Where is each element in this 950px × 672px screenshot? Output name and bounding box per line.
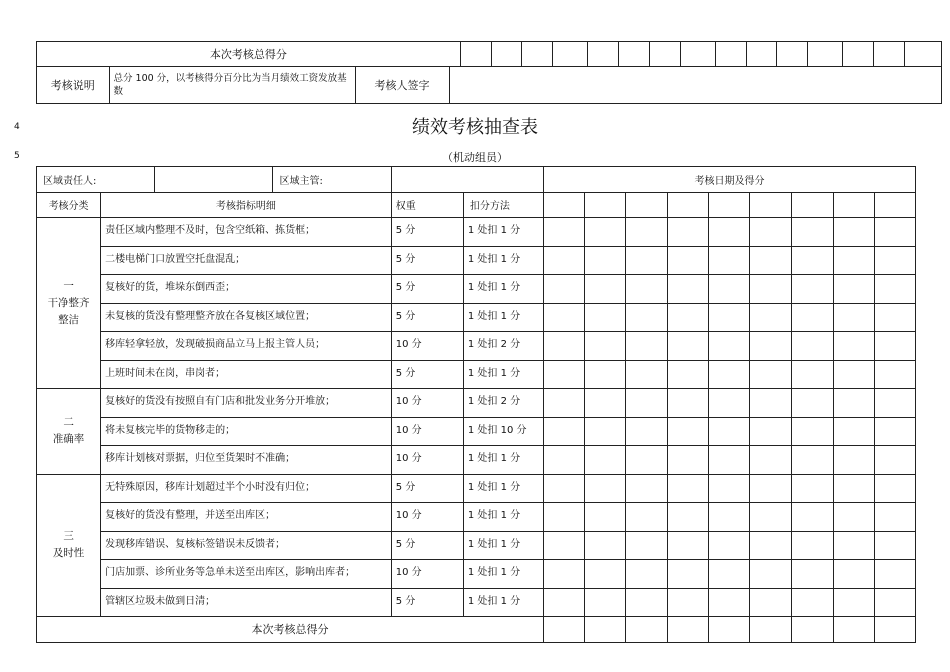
item-detail: 门店加票、诊所业务等急单未送至出库区，影响出库者； bbox=[101, 560, 392, 589]
score-cell[interactable] bbox=[833, 446, 874, 475]
category-name: 及时性 bbox=[52, 547, 85, 560]
category-number: 三 bbox=[63, 530, 74, 543]
score-cell[interactable] bbox=[874, 246, 915, 275]
score-cell[interactable] bbox=[668, 417, 709, 446]
score-cell[interactable] bbox=[874, 560, 915, 589]
score-cell[interactable] bbox=[668, 503, 709, 532]
table-row bbox=[37, 360, 916, 389]
score-cell[interactable] bbox=[626, 218, 668, 247]
score-cell[interactable] bbox=[709, 275, 750, 304]
score-cell[interactable] bbox=[874, 303, 915, 332]
item-rows bbox=[37, 218, 916, 617]
score-cell[interactable] bbox=[585, 446, 626, 475]
date-cell[interactable] bbox=[668, 192, 709, 218]
score-cell[interactable] bbox=[833, 474, 874, 503]
score-cell[interactable] bbox=[668, 617, 709, 643]
date-cell[interactable] bbox=[626, 192, 668, 218]
score-cell[interactable] bbox=[680, 42, 715, 67]
score-cell[interactable] bbox=[626, 417, 668, 446]
score-cell[interactable] bbox=[544, 617, 585, 643]
score-cell[interactable] bbox=[833, 389, 874, 418]
item-detail: 复核好的货没有按照自有门店和批发业务分开堆放； bbox=[101, 389, 392, 418]
item-detail: 复核好的货，堆垛东倒西歪； bbox=[101, 275, 392, 304]
score-cell[interactable] bbox=[833, 246, 874, 275]
item-weight: 10 分 bbox=[391, 417, 463, 446]
item-weight: 10 分 bbox=[391, 503, 463, 532]
score-cell[interactable] bbox=[833, 617, 874, 643]
item-method: 1 处扣 1 分 bbox=[463, 446, 543, 475]
item-detail: 复核好的货没有整理，并送至出库区； bbox=[101, 503, 392, 532]
score-cell[interactable] bbox=[522, 42, 553, 67]
score-cell[interactable] bbox=[626, 474, 668, 503]
score-cell[interactable] bbox=[626, 503, 668, 532]
date-cell[interactable] bbox=[585, 192, 626, 218]
score-cell[interactable] bbox=[709, 446, 750, 475]
score-cell[interactable] bbox=[668, 360, 709, 389]
score-cell[interactable] bbox=[750, 531, 791, 560]
supervisor-label: 区域主管: bbox=[273, 167, 391, 193]
item-detail: 移库轻拿轻放，发现破损商品立马上报主管人员； bbox=[101, 332, 392, 361]
form-title: 绩效考核抽查表 bbox=[412, 117, 538, 138]
item-detail: 未复核的货没有整理整齐放在各复核区域位置； bbox=[101, 303, 392, 332]
score-cell[interactable] bbox=[709, 588, 750, 617]
line-number: 4 bbox=[14, 122, 20, 132]
score-cell[interactable] bbox=[544, 446, 585, 475]
score-cell[interactable] bbox=[791, 275, 833, 304]
score-cell[interactable] bbox=[626, 275, 668, 304]
score-cell[interactable] bbox=[750, 303, 791, 332]
score-cell[interactable] bbox=[750, 446, 791, 475]
table-row bbox=[37, 560, 916, 589]
header-weight: 权重 bbox=[391, 192, 463, 218]
item-weight: 5 分 bbox=[391, 588, 463, 617]
score-cell[interactable] bbox=[874, 360, 915, 389]
signer-label: 考核人签字 bbox=[355, 67, 449, 103]
score-cell[interactable] bbox=[833, 275, 874, 304]
score-cell[interactable] bbox=[709, 417, 750, 446]
item-detail: 无特殊原因，移库计划超过半个小时没有归位； bbox=[101, 474, 392, 503]
score-cell[interactable] bbox=[585, 560, 626, 589]
table-row bbox=[37, 531, 916, 560]
score-cell[interactable] bbox=[544, 275, 585, 304]
table-row bbox=[37, 389, 916, 418]
score-cell[interactable] bbox=[791, 360, 833, 389]
score-cell[interactable] bbox=[750, 332, 791, 361]
date-cell[interactable] bbox=[709, 192, 750, 218]
item-detail: 移库计划核对票据，归位至货架时不准确； bbox=[101, 446, 392, 475]
score-cell[interactable] bbox=[750, 275, 791, 304]
score-cell[interactable] bbox=[709, 332, 750, 361]
score-cell[interactable] bbox=[791, 560, 833, 589]
score-cell[interactable] bbox=[668, 389, 709, 418]
score-cell[interactable] bbox=[626, 531, 668, 560]
score-cell[interactable] bbox=[777, 42, 808, 67]
description-row bbox=[37, 67, 941, 103]
score-cell[interactable] bbox=[585, 389, 626, 418]
score-cell[interactable] bbox=[585, 218, 626, 247]
score-cell[interactable] bbox=[668, 531, 709, 560]
score-cell[interactable] bbox=[874, 42, 905, 67]
score-cell[interactable] bbox=[544, 588, 585, 617]
item-method: 1 处扣 1 分 bbox=[463, 246, 543, 275]
score-cell[interactable] bbox=[460, 42, 491, 67]
score-cell[interactable] bbox=[904, 42, 941, 67]
score-cell[interactable] bbox=[874, 531, 915, 560]
score-cell[interactable] bbox=[544, 246, 585, 275]
table-row bbox=[37, 332, 916, 361]
table-row bbox=[37, 474, 916, 503]
score-cell[interactable] bbox=[585, 303, 626, 332]
score-cell[interactable] bbox=[553, 42, 588, 67]
score-cell[interactable] bbox=[833, 360, 874, 389]
score-cell[interactable] bbox=[585, 588, 626, 617]
item-weight: 5 分 bbox=[391, 474, 463, 503]
score-cell[interactable] bbox=[791, 588, 833, 617]
score-cell[interactable] bbox=[833, 531, 874, 560]
item-detail: 责任区域内整理不及时，包含空纸箱、拣货框； bbox=[101, 218, 392, 247]
item-detail: 二楼电梯门口放置空托盘混乱； bbox=[101, 246, 392, 275]
date-cell[interactable] bbox=[750, 192, 791, 218]
score-cell[interactable] bbox=[833, 417, 874, 446]
score-cell[interactable] bbox=[833, 303, 874, 332]
table-row bbox=[37, 417, 916, 446]
score-cell[interactable] bbox=[750, 218, 791, 247]
score-cell[interactable] bbox=[544, 503, 585, 532]
score-cell[interactable] bbox=[585, 246, 626, 275]
score-cell[interactable] bbox=[746, 42, 777, 67]
item-method: 1 处扣 1 分 bbox=[463, 360, 543, 389]
score-cell[interactable] bbox=[791, 332, 833, 361]
score-cell[interactable] bbox=[709, 474, 750, 503]
score-cell[interactable] bbox=[668, 560, 709, 589]
category-name: 干净整齐整洁 bbox=[47, 296, 90, 326]
date-cell[interactable] bbox=[833, 192, 874, 218]
score-cell[interactable] bbox=[791, 617, 833, 643]
score-cell[interactable] bbox=[668, 275, 709, 304]
item-method: 1 处扣 1 分 bbox=[463, 560, 543, 589]
category-number: 一 bbox=[63, 279, 74, 292]
score-cell[interactable] bbox=[626, 303, 668, 332]
score-cell[interactable] bbox=[668, 218, 709, 247]
table-row bbox=[37, 503, 916, 532]
score-cell[interactable] bbox=[585, 275, 626, 304]
item-weight: 5 分 bbox=[391, 360, 463, 389]
score-cell[interactable] bbox=[626, 617, 668, 643]
item-weight: 5 分 bbox=[391, 275, 463, 304]
score-cell[interactable] bbox=[874, 389, 915, 418]
item-method: 1 处扣 1 分 bbox=[463, 218, 543, 247]
score-cell[interactable] bbox=[750, 246, 791, 275]
score-cell[interactable] bbox=[585, 417, 626, 446]
item-weight: 10 分 bbox=[391, 446, 463, 475]
score-cell[interactable] bbox=[709, 218, 750, 247]
summary-table bbox=[36, 41, 942, 104]
item-method: 1 处扣 10 分 bbox=[463, 417, 543, 446]
score-cell[interactable] bbox=[874, 503, 915, 532]
score-cell[interactable] bbox=[626, 446, 668, 475]
score-cell[interactable] bbox=[791, 446, 833, 475]
item-weight: 5 分 bbox=[391, 303, 463, 332]
category-cell bbox=[37, 389, 101, 475]
score-cell[interactable] bbox=[843, 42, 874, 67]
score-cell[interactable] bbox=[544, 389, 585, 418]
table-row bbox=[37, 246, 916, 275]
score-cell[interactable] bbox=[709, 246, 750, 275]
score-cell[interactable] bbox=[709, 360, 750, 389]
score-cell[interactable] bbox=[668, 588, 709, 617]
score-cell[interactable] bbox=[544, 560, 585, 589]
score-cell[interactable] bbox=[544, 474, 585, 503]
score-cell[interactable] bbox=[833, 332, 874, 361]
score-cell[interactable] bbox=[874, 417, 915, 446]
score-cell[interactable] bbox=[585, 474, 626, 503]
score-cell[interactable] bbox=[715, 42, 746, 67]
score-cell[interactable] bbox=[709, 560, 750, 589]
score-cell[interactable] bbox=[544, 218, 585, 247]
score-cell[interactable] bbox=[791, 218, 833, 247]
table-row bbox=[37, 275, 916, 304]
category-number: 二 bbox=[63, 416, 74, 429]
score-cell[interactable] bbox=[874, 218, 915, 247]
item-weight: 5 分 bbox=[391, 246, 463, 275]
score-cell[interactable] bbox=[791, 246, 833, 275]
line-number: 5 bbox=[14, 151, 20, 161]
score-cell[interactable] bbox=[750, 474, 791, 503]
score-cell[interactable] bbox=[544, 417, 585, 446]
table-row bbox=[37, 588, 916, 617]
score-cell[interactable] bbox=[668, 446, 709, 475]
header-detail: 考核指标明细 bbox=[101, 192, 392, 218]
score-cell[interactable] bbox=[585, 531, 626, 560]
desc-label: 考核说明 bbox=[37, 67, 109, 103]
item-method: 1 处扣 1 分 bbox=[463, 474, 543, 503]
responsible-field[interactable] bbox=[155, 167, 273, 193]
date-cell[interactable] bbox=[874, 192, 915, 218]
score-cell[interactable] bbox=[709, 531, 750, 560]
score-cell[interactable] bbox=[874, 446, 915, 475]
score-cell[interactable] bbox=[874, 474, 915, 503]
score-cell[interactable] bbox=[585, 617, 626, 643]
total-score-label: 本次考核总得分 bbox=[37, 617, 544, 643]
table-row bbox=[37, 446, 916, 475]
signature-field[interactable] bbox=[449, 67, 941, 103]
item-detail: 管辖区垃圾未做到日清； bbox=[101, 588, 392, 617]
score-cell[interactable] bbox=[750, 417, 791, 446]
score-cell[interactable] bbox=[626, 588, 668, 617]
score-cell[interactable] bbox=[833, 503, 874, 532]
item-method: 1 处扣 1 分 bbox=[463, 588, 543, 617]
item-method: 1 处扣 1 分 bbox=[463, 303, 543, 332]
score-cell[interactable] bbox=[750, 617, 791, 643]
score-cell[interactable] bbox=[585, 503, 626, 532]
score-cell[interactable] bbox=[791, 303, 833, 332]
score-cell[interactable] bbox=[750, 503, 791, 532]
desc-text: 总分 100 分，以考核得分百分比为当月绩效工资发放基数 bbox=[109, 67, 355, 103]
check-table bbox=[36, 166, 916, 643]
total-score-label: 本次考核总得分 bbox=[37, 42, 461, 67]
score-cell[interactable] bbox=[833, 588, 874, 617]
score-cell[interactable] bbox=[668, 303, 709, 332]
score-cell[interactable] bbox=[585, 332, 626, 361]
score-cell[interactable] bbox=[808, 42, 843, 67]
item-method: 1 处扣 1 分 bbox=[463, 503, 543, 532]
score-cell[interactable] bbox=[874, 588, 915, 617]
score-cell[interactable] bbox=[791, 389, 833, 418]
score-cell[interactable] bbox=[750, 360, 791, 389]
score-cell[interactable] bbox=[588, 42, 619, 67]
score-cell[interactable] bbox=[750, 588, 791, 617]
score-cell[interactable] bbox=[750, 560, 791, 589]
item-method: 1 处扣 1 分 bbox=[463, 275, 543, 304]
score-cell[interactable] bbox=[544, 332, 585, 361]
score-cell[interactable] bbox=[874, 617, 915, 643]
score-cell[interactable] bbox=[833, 560, 874, 589]
item-weight: 5 分 bbox=[391, 218, 463, 247]
category-cell bbox=[37, 218, 101, 389]
item-detail: 上班时间未在岗，串岗者； bbox=[101, 360, 392, 389]
score-cell[interactable] bbox=[544, 531, 585, 560]
item-weight: 5 分 bbox=[391, 531, 463, 560]
category-cell bbox=[37, 474, 101, 617]
table-row bbox=[37, 303, 916, 332]
score-cell[interactable] bbox=[791, 503, 833, 532]
score-cell[interactable] bbox=[491, 42, 522, 67]
score-cell[interactable] bbox=[668, 474, 709, 503]
header-category: 考核分类 bbox=[37, 192, 101, 218]
header-method: 扣分方法 bbox=[463, 192, 543, 218]
score-cell[interactable] bbox=[649, 42, 680, 67]
score-cell[interactable] bbox=[791, 474, 833, 503]
category-name: 准确率 bbox=[52, 433, 85, 446]
item-method: 1 处扣 2 分 bbox=[463, 332, 543, 361]
score-cell[interactable] bbox=[668, 246, 709, 275]
score-cell[interactable] bbox=[626, 389, 668, 418]
score-cell[interactable] bbox=[833, 218, 874, 247]
score-cell[interactable] bbox=[544, 303, 585, 332]
score-cell[interactable] bbox=[619, 42, 650, 67]
table-row bbox=[37, 218, 916, 247]
item-weight: 10 分 bbox=[391, 560, 463, 589]
score-cell[interactable] bbox=[544, 360, 585, 389]
date-cell[interactable] bbox=[791, 192, 833, 218]
score-cell[interactable] bbox=[626, 246, 668, 275]
supervisor-field[interactable] bbox=[391, 167, 543, 193]
score-cell[interactable] bbox=[709, 389, 750, 418]
score-cell[interactable] bbox=[791, 417, 833, 446]
score-cell[interactable] bbox=[585, 360, 626, 389]
item-weight: 10 分 bbox=[391, 332, 463, 361]
item-detail: 发现移库错误、复核标签错误未反馈者； bbox=[101, 531, 392, 560]
date-cell[interactable] bbox=[544, 192, 585, 218]
dates-label: 考核日期及得分 bbox=[544, 167, 916, 193]
score-cell[interactable] bbox=[874, 332, 915, 361]
score-cell[interactable] bbox=[791, 531, 833, 560]
score-cell[interactable] bbox=[626, 332, 668, 361]
form-subtitle: （机动组员） bbox=[442, 151, 508, 164]
item-detail: 将未复核完毕的货物移走的； bbox=[101, 417, 392, 446]
responsible-label: 区域责任人: bbox=[37, 167, 155, 193]
score-cell[interactable] bbox=[709, 503, 750, 532]
item-method: 1 处扣 2 分 bbox=[463, 389, 543, 418]
score-cell[interactable] bbox=[626, 560, 668, 589]
score-cell[interactable] bbox=[750, 389, 791, 418]
score-cell[interactable] bbox=[668, 332, 709, 361]
item-method: 1 处扣 1 分 bbox=[463, 531, 543, 560]
score-cell[interactable] bbox=[709, 303, 750, 332]
score-cell[interactable] bbox=[626, 360, 668, 389]
score-cell[interactable] bbox=[709, 617, 750, 643]
score-cell[interactable] bbox=[874, 275, 915, 304]
item-weight: 10 分 bbox=[391, 389, 463, 418]
